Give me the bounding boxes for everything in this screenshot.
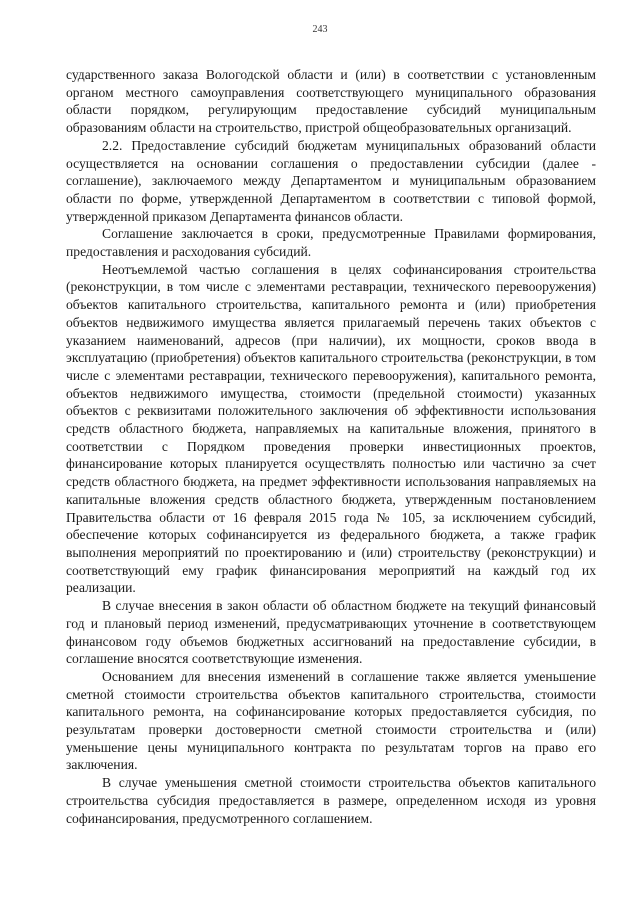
- paragraph-cost-reduction: Основанием для внесения изменений в соглашение также является уменьшение сметной стоимости строительства объектов капитального строительства, стоимости капитального ремонта, на софинансирование которых предоставляется субсидия, по результатам проверки достоверности сметной стоимости строительства и (или) уменьшение цены муниципального контракта по результатам торгов на право его заключения.: [66, 668, 596, 773]
- paragraph-objects-list: Неотъемлемой частью соглашения в целях софинансирования строительства (реконструкции, в том числе с элементами реставрации, технического перевооружения) объектов капитального строительства, капитального ремонта и (или) приобретения объектов недвижимого имущества является прилагаемый перечень таких объектов с указанием наименований, адресов (при наличии), их мощности, сроков ввода в эксплуатацию (приобретения) объектов капитального строительства (реконструкции, в том числе с элементами реставрации, технического перевооружения), капитального ремонта, объектов недвижимого имущества, стоимости (предельной стоимости) указанных объектов с реквизитами положительного заключения об эффективности использования средств областного бюджета, направляемых на капитальные вложения, принятого в соответствии с Порядком проведения проверки инвестиционных проектов, финансирование которых планируется осуществлять полностью или частично за счет средств областного бюджета, на предмет эффективности использования направляемых на капитальные вложения средств областного бюджета, утвержденным постановлением Правительства области от 16 февраля 2015 года № 105, за исключением субсидий, обеспечение которых софинансируется из федерального бюджета, а также график выполнения мероприятий по проектированию и (или) строительству (реконструкции) и соответствующий ему график финансирования мероприятий на каждый год их реализации.: [66, 261, 596, 596]
- paragraph-2-2-agreement: 2.2. Предоставление субсидий бюджетам муниципальных образований области осуществляется на основании соглашения о предоставлении субсидии (далее - соглашение), заключаемого между Департаментом и муниципальным образованием области по форме, утвержденной Департаментом в соответствии с типовой формой, утвержденной приказом Департамента финансов области.: [66, 137, 596, 224]
- paragraph-budget-changes: В случае внесения в закон области об областном бюджете на текущий финансовый год и плановый период изменений, предусматривающих уточнение в соответствующем финансовом году объемов бюджетных ассигнований на предоставление субсидии, в соглашение вносятся соответствующие изменения.: [66, 598, 596, 667]
- paragraph-agreement-terms: Соглашение заключается в сроки, предусмотренные Правилами формирования, предоставления и расходования субсидий.: [66, 226, 596, 260]
- page-number: 243: [312, 24, 328, 35]
- document-body: [66, 66, 596, 827]
- paragraph-subsidy-size: В случае уменьшения сметной стоимости строительства объектов капитального строительства субсидия предоставляется в размере, определенном исходя из уровня софинансирования, предусмотренного соглашением.: [66, 775, 596, 826]
- paragraph-continuation: сударственного заказа Вологодской области и (или) в соответствии с установленным органом местного самоуправления соответствующего муниципального образования области порядком, регулирующим предоставление субсидий муниципальным образованиям области на строительство, пристрой общеобразовательных организаций.: [66, 67, 596, 136]
